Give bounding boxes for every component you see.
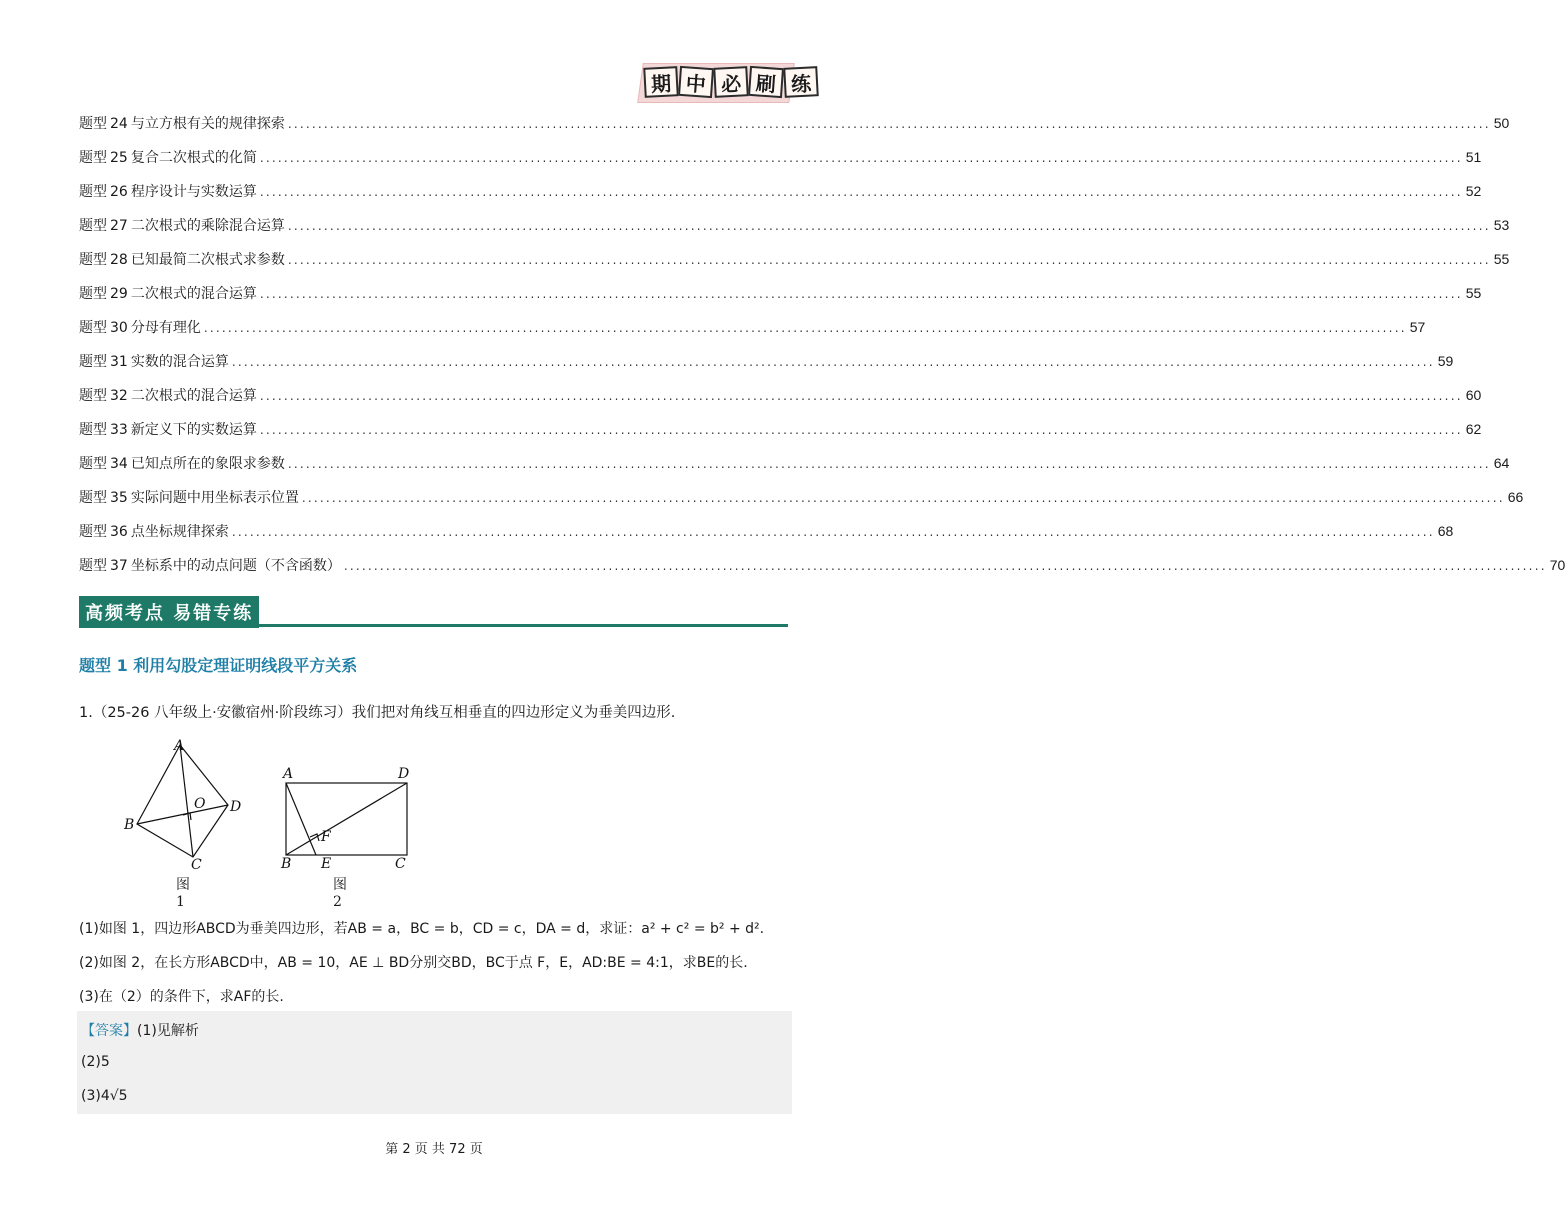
fig1-label-o: O xyxy=(194,796,206,812)
answer-box xyxy=(77,1011,792,1114)
toc-page-number: 60 xyxy=(1465,387,1482,403)
toc-leader-dots: ........................................................................................................................................................................................................ xyxy=(259,287,1463,301)
badge-char: 必 xyxy=(713,66,749,98)
answer-1: (1)见解析 xyxy=(137,1023,199,1039)
toc-row[interactable] xyxy=(79,351,1454,385)
fig1-caption: 图1 xyxy=(176,877,190,910)
figure-1 xyxy=(137,745,228,857)
toc-leader-dots: ........................................................................................................................................................................................................ xyxy=(203,321,1407,335)
toc-title: 坐标系中的动点问题（不含函数） xyxy=(130,558,341,574)
toc-prefix: 题型 xyxy=(79,320,107,336)
toc-page-number: 62 xyxy=(1465,421,1482,437)
toc-number: 26 xyxy=(110,184,128,200)
fig1-right-angle xyxy=(183,813,191,820)
toc-label xyxy=(79,181,257,201)
answer-3: (3)4√5 xyxy=(81,1088,128,1104)
toc-row[interactable] xyxy=(79,453,1510,487)
toc-title: 实数的混合运算 xyxy=(130,354,229,370)
toc-title: 点坐标规律探索 xyxy=(130,524,229,540)
answer-line-1 xyxy=(81,1020,199,1040)
toc-leader-dots: ........................................................................................................................................................................................................ xyxy=(301,491,1505,505)
toc-prefix: 题型 xyxy=(79,252,107,268)
toc-title: 二次根式的混合运算 xyxy=(130,286,257,302)
toc-page-number: 66 xyxy=(1507,489,1524,505)
toc-number: 24 xyxy=(110,116,128,132)
section-banner-label: 高频考点 易错专练 xyxy=(79,596,259,628)
fig2-diagonal-bd xyxy=(286,783,407,855)
fig2-label-e: E xyxy=(321,856,332,872)
toc-prefix: 题型 xyxy=(79,524,107,540)
fig2-label-a: A xyxy=(283,766,294,782)
toc-row[interactable] xyxy=(79,181,1482,215)
toc-page-number: 57 xyxy=(1409,319,1426,335)
toc-number: 35 xyxy=(110,490,128,506)
toc-page-number: 53 xyxy=(1493,217,1510,233)
toc-number: 31 xyxy=(110,354,128,370)
toc-number: 27 xyxy=(110,218,128,234)
answer-2: (2)5 xyxy=(81,1054,110,1070)
toc-leader-dots: ........................................................................................................................................................................................................ xyxy=(259,423,1463,437)
fig1-diagonal-bd xyxy=(137,805,228,824)
toc-page-number: 55 xyxy=(1465,285,1482,301)
toc-row[interactable] xyxy=(79,113,1510,147)
toc-row[interactable] xyxy=(79,385,1482,419)
toc-label xyxy=(79,113,285,133)
toc-title: 分母有理化 xyxy=(130,320,201,336)
toc-row[interactable] xyxy=(79,555,1565,589)
question-part-3: (3)在（2）的条件下，求AF的长. xyxy=(79,989,284,1005)
toc-page-number: 64 xyxy=(1493,455,1510,471)
toc-page-number: 52 xyxy=(1465,183,1482,199)
toc-label xyxy=(79,419,257,439)
toc-page-number: 51 xyxy=(1465,149,1482,165)
toc-label xyxy=(79,351,229,371)
question-part-1: (1)如图 1，四边形ABCD为垂美四边形，若AB = a，BC = b，CD = c，DA = d，求证：a² + c² = b² + d². xyxy=(79,921,765,937)
toc-page-number: 59 xyxy=(1437,353,1454,369)
fig1-label-c: C xyxy=(191,857,202,873)
toc-prefix: 题型 xyxy=(79,422,107,438)
toc-row[interactable] xyxy=(79,521,1454,555)
toc-label xyxy=(79,453,285,473)
toc-leader-dots: ........................................................................................................................................................................................................ xyxy=(259,389,1463,403)
table-of-contents xyxy=(79,113,1565,589)
toc-prefix: 题型 xyxy=(79,286,107,302)
series-badge xyxy=(644,67,818,97)
toc-prefix: 题型 xyxy=(79,490,107,506)
toc-row[interactable] xyxy=(79,419,1482,453)
section-divider xyxy=(79,624,788,627)
toc-number: 32 xyxy=(110,388,128,404)
toc-row[interactable] xyxy=(79,317,1426,351)
toc-leader-dots: ........................................................................................................................................................................................................ xyxy=(287,219,1491,233)
toc-label xyxy=(79,317,201,337)
toc-label xyxy=(79,249,285,269)
page-footer: 第 2 页 共 72 页 xyxy=(385,1142,483,1157)
toc-leader-dots: ........................................................................................................................................................................................................ xyxy=(259,185,1463,199)
fig2-line-ae xyxy=(286,783,316,855)
badge-char: 中 xyxy=(678,66,714,98)
badge-char: 刷 xyxy=(748,66,784,98)
toc-title: 复合二次根式的化简 xyxy=(130,150,257,166)
fig2-caption: 图2 xyxy=(333,877,347,910)
toc-prefix: 题型 xyxy=(79,456,107,472)
badge-char: 练 xyxy=(783,66,819,98)
toc-row[interactable] xyxy=(79,215,1510,249)
toc-prefix: 题型 xyxy=(79,116,107,132)
toc-label xyxy=(79,555,341,575)
toc-number: 29 xyxy=(110,286,128,302)
figures-svg xyxy=(110,733,430,893)
fig2-label-c: C xyxy=(395,856,406,872)
toc-label xyxy=(79,283,257,303)
fig1-label-d: D xyxy=(230,799,242,815)
toc-leader-dots: ........................................................................................................................................................................................................ xyxy=(287,117,1491,131)
toc-label xyxy=(79,215,285,235)
toc-label xyxy=(79,385,257,405)
toc-label xyxy=(79,521,229,541)
question-part-2: (2)如图 2，在长方形ABCD中，AB = 10，AE ⊥ BD分别交BD，BC于点 F，E，AD:BE = 4:1，求BE的长. xyxy=(79,955,748,971)
toc-page-number: 68 xyxy=(1437,523,1454,539)
fig2-label-b: B xyxy=(281,856,292,872)
toc-number: 28 xyxy=(110,252,128,268)
toc-title: 二次根式的混合运算 xyxy=(130,388,257,404)
toc-title: 已知最简二次根式求参数 xyxy=(130,252,285,268)
toc-label xyxy=(79,487,299,507)
fig2-label-f: F xyxy=(321,829,331,845)
fig1-diagonal-ac xyxy=(180,745,193,857)
toc-title: 已知点所在的象限求参数 xyxy=(130,456,285,472)
toc-leader-dots: ........................................................................................................................................................................................................ xyxy=(231,355,1435,369)
toc-number: 37 xyxy=(110,558,128,574)
toc-prefix: 题型 xyxy=(79,388,107,404)
toc-prefix: 题型 xyxy=(79,354,107,370)
toc-row[interactable] xyxy=(79,487,1524,521)
toc-number: 33 xyxy=(110,422,128,438)
toc-title: 实际问题中用坐标表示位置 xyxy=(130,490,299,506)
fig2-label-d: D xyxy=(398,766,410,782)
fig1-label-b: B xyxy=(124,817,135,833)
question-type-title: 题型 1 利用勾股定理证明线段平方关系 xyxy=(79,656,358,675)
question-stem: 1.（25-26 八年级上·安徽宿州·阶段练习）我们把对角线互相垂直的四边形定义为垂美四边形. xyxy=(79,705,676,721)
toc-prefix: 题型 xyxy=(79,150,107,166)
toc-page-number: 55 xyxy=(1493,251,1510,267)
toc-row[interactable] xyxy=(79,283,1482,317)
toc-title: 程序设计与实数运算 xyxy=(130,184,257,200)
badge-char: 期 xyxy=(643,66,679,98)
toc-title: 新定义下的实数运算 xyxy=(130,422,257,438)
toc-leader-dots: ........................................................................................................................................................................................................ xyxy=(343,559,1547,573)
toc-prefix: 题型 xyxy=(79,218,107,234)
toc-page-number: 50 xyxy=(1493,115,1510,131)
toc-title: 二次根式的乘除混合运算 xyxy=(130,218,285,234)
figure-2 xyxy=(286,783,407,855)
toc-number: 36 xyxy=(110,524,128,540)
toc-title: 与立方根有关的规律探索 xyxy=(130,116,285,132)
toc-leader-dots: ........................................................................................................................................................................................................ xyxy=(287,253,1491,267)
toc-row[interactable] xyxy=(79,249,1510,283)
toc-prefix: 题型 xyxy=(79,184,107,200)
toc-prefix: 题型 xyxy=(79,558,107,574)
toc-number: 34 xyxy=(110,456,128,472)
toc-leader-dots: ........................................................................................................................................................................................................ xyxy=(287,457,1491,471)
answer-tag: 【答案】 xyxy=(81,1023,137,1039)
toc-row[interactable] xyxy=(79,147,1482,181)
toc-label xyxy=(79,147,257,167)
toc-number: 30 xyxy=(110,320,128,336)
fig1-label-a: A xyxy=(174,738,185,754)
toc-leader-dots: ........................................................................................................................................................................................................ xyxy=(231,525,1435,539)
toc-leader-dots: ........................................................................................................................................................................................................ xyxy=(259,151,1463,165)
toc-number: 25 xyxy=(110,150,128,166)
toc-page-number: 70 xyxy=(1549,557,1565,573)
